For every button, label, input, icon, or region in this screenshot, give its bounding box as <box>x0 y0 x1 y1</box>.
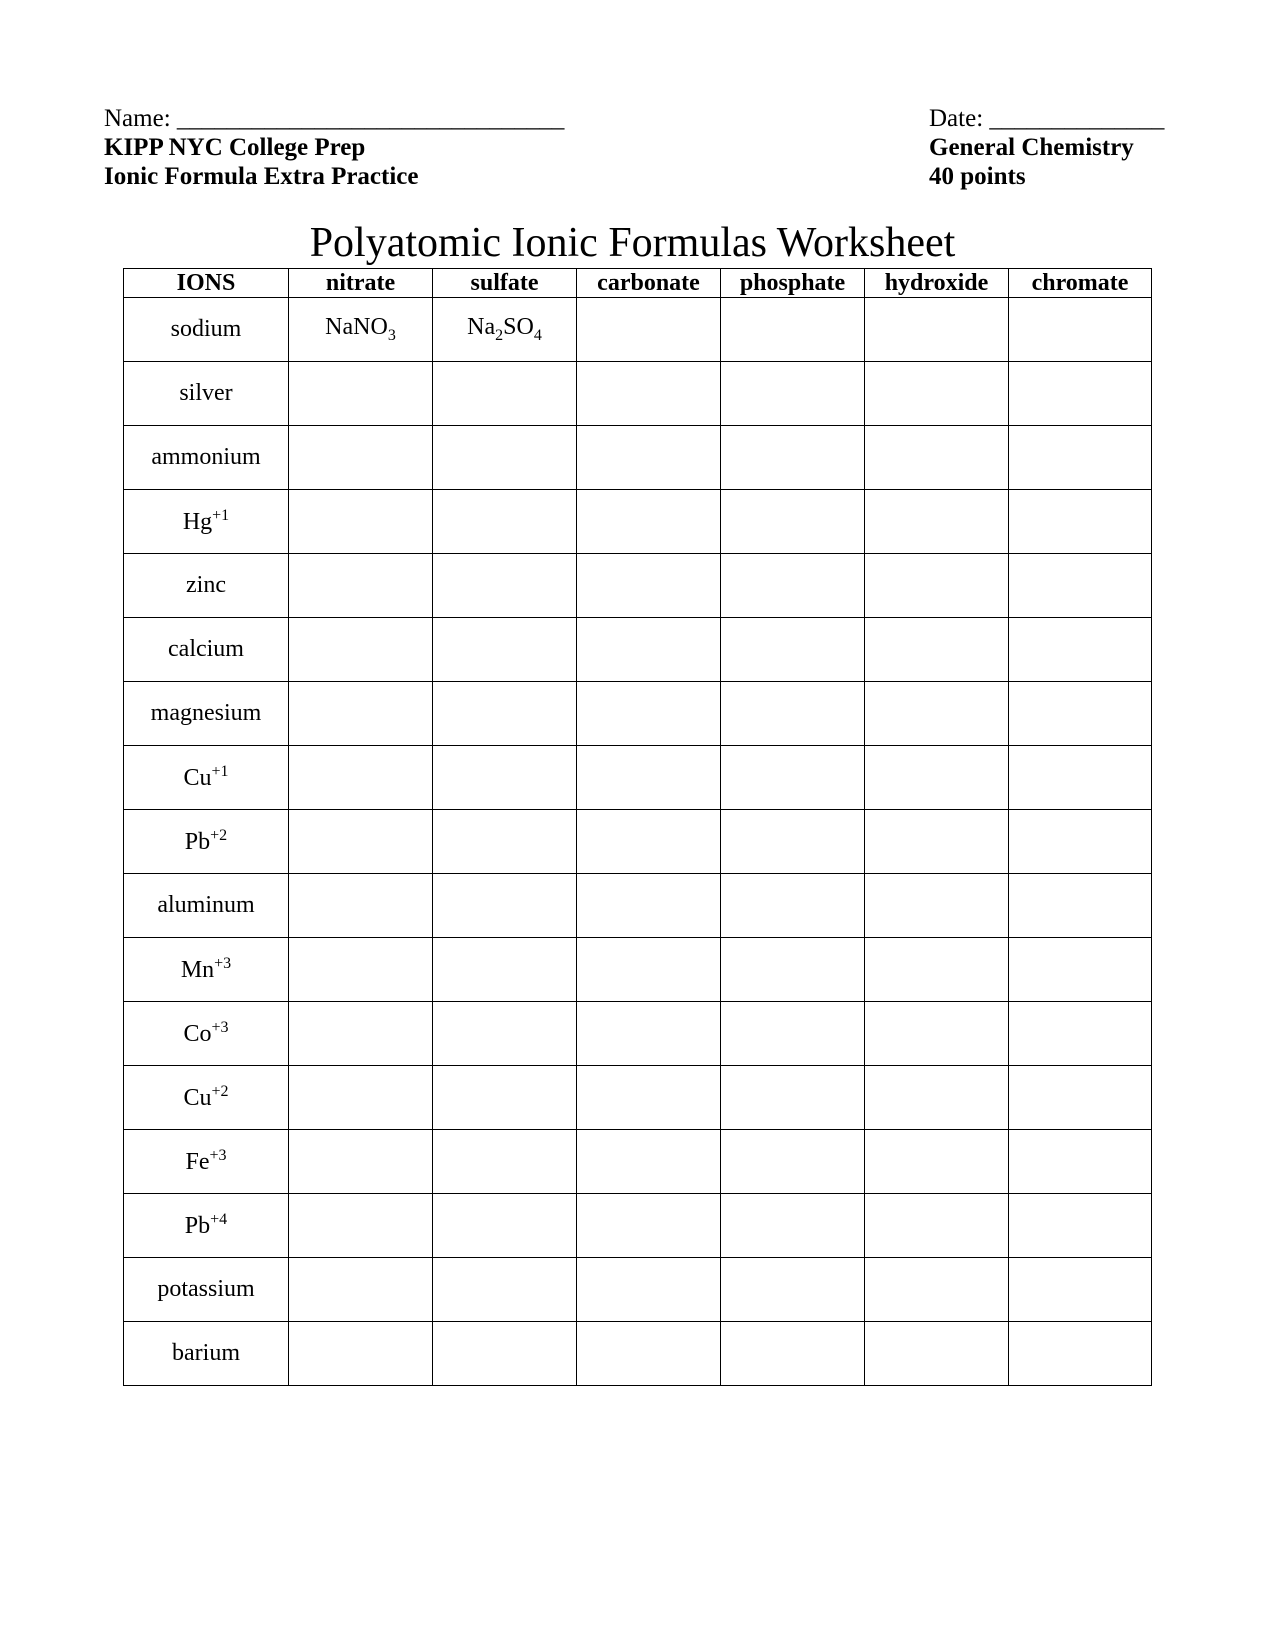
formula-answer-cell[interactable] <box>433 810 577 874</box>
ion-name-cell <box>124 1130 289 1194</box>
ion-name: Pb <box>184 1213 211 1239</box>
formula-answer-cell[interactable] <box>1009 874 1152 938</box>
formula-answer-cell[interactable] <box>865 298 1009 362</box>
ion-name-cell <box>124 298 289 362</box>
formula-answer-cell[interactable] <box>721 874 865 938</box>
formula-answer-cell[interactable] <box>721 426 865 490</box>
ion-name: potassium <box>157 1276 255 1302</box>
formula-subscript: 4 <box>533 326 542 344</box>
table-row <box>124 746 1152 810</box>
ion-name-cell <box>124 874 289 938</box>
formula-answer-cell[interactable] <box>289 810 433 874</box>
formula-answer-cell[interactable] <box>577 938 721 1002</box>
formula-answer-cell[interactable] <box>577 426 721 490</box>
formula-answer-cell[interactable] <box>433 1258 577 1322</box>
formula-answer-cell[interactable] <box>865 554 1009 618</box>
ion-name-cell <box>124 618 289 682</box>
ion-name-cell <box>124 1066 289 1130</box>
formula-answer-cell[interactable] <box>1009 1002 1152 1066</box>
formula-answer-cell[interactable] <box>865 362 1009 426</box>
ion-name: barium <box>172 1340 240 1366</box>
formula-answer-cell[interactable] <box>721 682 865 746</box>
ion-name: aluminum <box>157 892 255 918</box>
formula-answer-cell[interactable] <box>433 746 577 810</box>
formula-answer-cell[interactable] <box>433 554 577 618</box>
formula-answer-cell[interactable] <box>865 1322 1009 1386</box>
header-right <box>929 104 1164 191</box>
formula-answer-cell[interactable] <box>721 810 865 874</box>
ion-name-cell <box>124 1002 289 1066</box>
formula-answer-cell[interactable] <box>865 810 1009 874</box>
school-name: KIPP NYC College Prep <box>104 134 366 161</box>
formula-answer-cell[interactable] <box>433 874 577 938</box>
formula-answer-cell[interactable] <box>721 1002 865 1066</box>
formula-answer-cell[interactable] <box>289 490 433 554</box>
ion-name-cell <box>124 938 289 1002</box>
ion-name: Fe <box>185 1149 210 1175</box>
formula-answer-cell[interactable] <box>289 1258 433 1322</box>
formula-answer-cell[interactable] <box>577 554 721 618</box>
formula-answer-cell[interactable] <box>433 298 577 362</box>
formula-answer-cell[interactable] <box>433 682 577 746</box>
ion-name: Pb <box>184 829 211 855</box>
ion-name: zinc <box>186 572 226 598</box>
table-row <box>124 1130 1152 1194</box>
formula-answer-cell[interactable] <box>577 746 721 810</box>
formula-answer-cell[interactable] <box>433 1322 577 1386</box>
date-line <box>929 104 1164 133</box>
formula-text: Na <box>467 314 496 341</box>
formula-answer-cell[interactable] <box>1009 1258 1152 1322</box>
formula-answer-cell[interactable] <box>577 1130 721 1194</box>
ion-name: Mn <box>180 957 215 983</box>
table-row <box>124 938 1152 1002</box>
formula-answer-cell[interactable] <box>1009 1194 1152 1258</box>
ionic-formula-table <box>123 268 1152 1386</box>
ion-name: magnesium <box>150 700 262 726</box>
formula-answer-cell[interactable] <box>289 1002 433 1066</box>
formula-answer-cell[interactable] <box>721 490 865 554</box>
formula-answer-cell[interactable] <box>1009 1130 1152 1194</box>
formula-answer-cell[interactable] <box>1009 618 1152 682</box>
ion-name: calcium <box>168 636 244 662</box>
formula-answer-cell[interactable] <box>577 682 721 746</box>
formula-answer-cell[interactable] <box>289 618 433 682</box>
formula-answer-cell[interactable] <box>865 746 1009 810</box>
formula-answer-cell[interactable] <box>577 298 721 362</box>
ion-charge: +2 <box>211 1083 229 1100</box>
assignment-name: Ionic Formula Extra Practice <box>104 163 419 190</box>
ion-name-cell <box>124 362 289 426</box>
table-row <box>124 1322 1152 1386</box>
table-row <box>124 298 1152 362</box>
formula-answer-cell[interactable] <box>433 490 577 554</box>
formula-answer-cell[interactable] <box>433 1066 577 1130</box>
table-row <box>124 682 1152 746</box>
formula-answer-cell[interactable] <box>865 874 1009 938</box>
formula-answer-cell[interactable] <box>865 1194 1009 1258</box>
ion-name-cell <box>124 490 289 554</box>
formula-answer-cell[interactable] <box>865 1066 1009 1130</box>
ion-name: silver <box>179 380 233 406</box>
ion-name: ammonium <box>151 444 261 470</box>
course-name: General Chemistry <box>929 134 1134 161</box>
table-row <box>124 618 1152 682</box>
ion-name-cell <box>124 554 289 618</box>
formula-answer-cell[interactable] <box>721 298 865 362</box>
formula-answer-cell[interactable] <box>289 426 433 490</box>
formula-answer-cell[interactable] <box>721 1322 865 1386</box>
ion-charge: +1 <box>211 763 229 780</box>
formula-answer-cell[interactable] <box>289 1194 433 1258</box>
table-row <box>124 874 1152 938</box>
formula-answer-cell[interactable] <box>289 1130 433 1194</box>
formula-text: SO <box>503 314 534 341</box>
table-row <box>124 1002 1152 1066</box>
formula-answer-cell[interactable] <box>721 1194 865 1258</box>
formula-answer-cell[interactable] <box>577 874 721 938</box>
formula-answer-cell[interactable] <box>865 1258 1009 1322</box>
column-header-hydroxide: hydroxide <box>865 269 1009 298</box>
ion-charge: +3 <box>211 1019 229 1036</box>
formula-answer-cell[interactable] <box>433 1002 577 1066</box>
formula-answer-cell[interactable] <box>1009 362 1152 426</box>
formula-answer-cell[interactable] <box>577 490 721 554</box>
formula-answer-cell[interactable] <box>721 1258 865 1322</box>
column-header-sulfate: sulfate <box>433 269 577 298</box>
table-row <box>124 1258 1152 1322</box>
ion-name-cell <box>124 1194 289 1258</box>
ion-name: sodium <box>170 316 242 342</box>
ion-name-cell <box>124 810 289 874</box>
formula-answer-cell[interactable] <box>577 1002 721 1066</box>
formula-answer-cell[interactable] <box>433 426 577 490</box>
formula-answer-cell[interactable] <box>865 426 1009 490</box>
formula-answer-cell[interactable] <box>577 362 721 426</box>
column-header-nitrate: nitrate <box>289 269 433 298</box>
ion-charge: +2 <box>210 827 228 844</box>
worksheet-title: Polyatomic Ionic Formulas Worksheet <box>309 220 956 266</box>
table-header-row <box>124 269 1152 298</box>
ion-name-cell <box>124 682 289 746</box>
formula-answer-cell[interactable] <box>289 554 433 618</box>
formula-answer-cell[interactable] <box>865 1130 1009 1194</box>
formula-answer-cell[interactable] <box>1009 810 1152 874</box>
ion-name-cell <box>124 1258 289 1322</box>
column-header-ions: IONS <box>124 269 289 298</box>
formula-answer-cell[interactable] <box>865 618 1009 682</box>
formula-subscript: 2 <box>495 326 504 344</box>
table-row <box>124 362 1152 426</box>
formula-answer-cell[interactable] <box>433 938 577 1002</box>
formula-answer-cell[interactable] <box>721 554 865 618</box>
formula-answer-cell[interactable] <box>577 1066 721 1130</box>
table-row <box>124 490 1152 554</box>
formula-answer-cell[interactable] <box>865 490 1009 554</box>
formula-answer-cell[interactable] <box>433 1194 577 1258</box>
formula-answer-cell[interactable] <box>1009 746 1152 810</box>
formula-answer-cell[interactable] <box>577 810 721 874</box>
name-line <box>104 104 564 133</box>
points-total: 40 points <box>929 163 1026 190</box>
formula-answer-cell[interactable] <box>721 362 865 426</box>
formula-answer-cell[interactable] <box>577 1258 721 1322</box>
formula-answer-cell[interactable] <box>289 1066 433 1130</box>
formula-subscript: 3 <box>387 326 396 344</box>
ion-charge: +3 <box>214 955 232 972</box>
formula-answer-cell[interactable] <box>721 618 865 682</box>
formula-answer-cell[interactable] <box>289 1322 433 1386</box>
column-header-chromate: chromate <box>1009 269 1152 298</box>
formula-answer-cell[interactable] <box>433 618 577 682</box>
table-row <box>124 810 1152 874</box>
formula-answer-cell[interactable] <box>865 1002 1009 1066</box>
ion-name: Co <box>183 1021 212 1047</box>
ion-charge: +3 <box>209 1147 227 1164</box>
name-label: Name: <box>104 105 171 132</box>
ion-name-cell <box>124 1322 289 1386</box>
ion-name: Cu <box>183 1085 212 1111</box>
ion-name: Cu <box>183 765 212 791</box>
formula-answer-cell[interactable] <box>1009 1066 1152 1130</box>
formula-answer-cell[interactable] <box>577 1194 721 1258</box>
table-body <box>124 298 1152 1386</box>
header-left <box>104 104 564 191</box>
formula-answer-cell[interactable] <box>289 298 433 362</box>
formula-answer-cell[interactable] <box>865 938 1009 1002</box>
table-row <box>124 426 1152 490</box>
formula-answer-cell[interactable] <box>289 938 433 1002</box>
formula-answer-cell[interactable] <box>1009 1322 1152 1386</box>
formula-answer-cell[interactable] <box>289 746 433 810</box>
ion-charge: +4 <box>210 1211 228 1228</box>
column-header-phosphate: phosphate <box>721 269 865 298</box>
formula-answer-cell[interactable] <box>577 1322 721 1386</box>
table-row <box>124 1194 1152 1258</box>
formula-answer-cell[interactable] <box>433 362 577 426</box>
formula-answer-cell[interactable] <box>1009 490 1152 554</box>
date-label: Date: <box>929 105 984 132</box>
table-row <box>124 554 1152 618</box>
formula-answer-cell[interactable] <box>433 1130 577 1194</box>
formula-answer-cell[interactable] <box>721 1066 865 1130</box>
ion-name-cell <box>124 746 289 810</box>
name-blank[interactable]: _______________________________ <box>176 105 565 132</box>
ion-charge: +1 <box>212 507 230 524</box>
formula-answer-cell[interactable] <box>577 618 721 682</box>
formula-answer-cell[interactable] <box>289 874 433 938</box>
formula-text: NaNO <box>325 314 388 341</box>
column-header-carbonate: carbonate <box>577 269 721 298</box>
formula-answer-cell[interactable] <box>721 1130 865 1194</box>
formula-answer-cell[interactable] <box>289 682 433 746</box>
ion-name-cell <box>124 426 289 490</box>
formula-answer-cell[interactable] <box>721 938 865 1002</box>
formula-answer-cell[interactable] <box>1009 938 1152 1002</box>
formula-answer-cell[interactable] <box>1009 682 1152 746</box>
formula-answer-cell[interactable] <box>865 682 1009 746</box>
ion-name: Hg <box>182 509 213 535</box>
table-row <box>124 1066 1152 1130</box>
date-blank[interactable]: ______________ <box>989 105 1165 132</box>
formula-answer-cell[interactable] <box>721 746 865 810</box>
formula-answer-cell[interactable] <box>1009 426 1152 490</box>
formula-answer-cell[interactable] <box>289 362 433 426</box>
formula-answer-cell[interactable] <box>1009 554 1152 618</box>
formula-answer-cell[interactable] <box>1009 298 1152 362</box>
